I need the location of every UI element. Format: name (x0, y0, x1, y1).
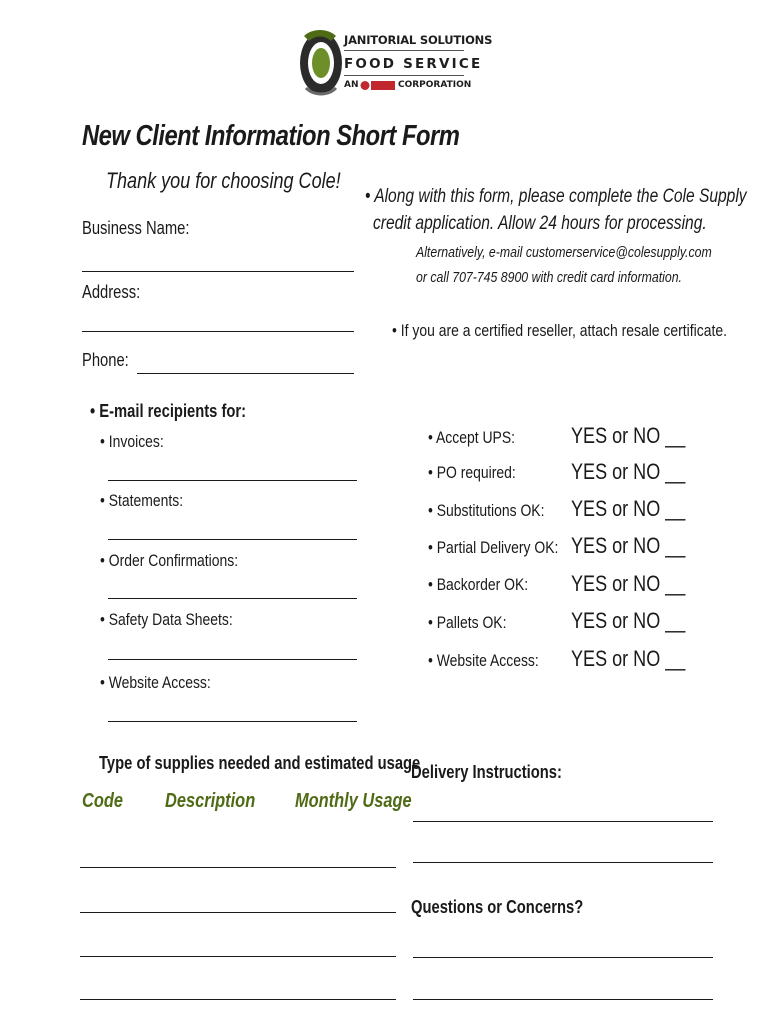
ifs-logo-icon (360, 80, 396, 91)
email-statements-label: • Statements: (100, 491, 184, 510)
business-name-label: Business Name: (82, 218, 190, 238)
supplies-col-monthly-usage: Monthly Usage (295, 790, 412, 812)
option-accept-ups-label: • Accept UPS: (428, 428, 516, 447)
supplies-row-line[interactable] (80, 999, 396, 1000)
option-website-access-answer[interactable]: YES or NO __ (571, 646, 686, 671)
cole-logo-mark (298, 26, 344, 96)
option-website-access-label: • Website Access: (428, 651, 539, 670)
email-invoices-field[interactable] (108, 480, 357, 481)
supplies-col-description: Description (165, 790, 256, 812)
email-sds-field[interactable] (108, 659, 357, 660)
supplies-row-line[interactable] (80, 956, 396, 957)
email-statements-field[interactable] (108, 539, 357, 540)
option-po-required-label: • PO required: (428, 463, 516, 482)
email-order-confirmations-label: • Order Confirmations: (100, 551, 239, 570)
logo-divider (344, 50, 464, 51)
logo-divider (344, 75, 464, 76)
reseller-note: • If you are a certified reseller, attach resale certificate. (392, 321, 727, 340)
supplies-row-line[interactable] (80, 912, 396, 913)
supplies-col-code: Code (82, 790, 123, 812)
option-pallets-answer[interactable]: YES or NO __ (571, 608, 686, 633)
thanks-message: Thank you for choosing Cole! (106, 168, 341, 193)
option-partial-delivery-label: • Partial Delivery OK: (428, 538, 559, 557)
option-substitutions-answer[interactable]: YES or NO __ (571, 496, 686, 521)
phone-label: Phone: (82, 350, 129, 370)
logo-line-food-service: FOOD SERVICE (344, 56, 483, 72)
company-logo (298, 26, 493, 98)
questions-heading: Questions or Concerns? (411, 897, 584, 917)
logo-corporation: CORPORATION (398, 80, 472, 90)
delivery-instructions-line[interactable] (413, 821, 713, 822)
email-order-confirmations-field[interactable] (108, 598, 357, 599)
logo-prefix: AN (344, 80, 359, 90)
option-po-required-answer[interactable]: YES or NO __ (571, 459, 686, 484)
questions-line[interactable] (413, 999, 713, 1000)
supplies-row-line[interactable] (80, 867, 396, 868)
credit-note-line2: credit application. Allow 24 hours for processing. (373, 213, 707, 234)
option-backorder-answer[interactable]: YES or NO __ (571, 571, 686, 596)
address-field[interactable] (82, 331, 354, 332)
option-pallets-label: • Pallets OK: (428, 613, 507, 632)
business-name-field[interactable] (82, 271, 354, 272)
delivery-instructions-line[interactable] (413, 862, 713, 863)
supplies-heading: Type of supplies needed and estimated usage (99, 753, 421, 773)
email-recipients-heading: • E-mail recipients for: (90, 401, 247, 421)
option-accept-ups-answer[interactable]: YES or NO __ (571, 423, 686, 448)
alt-contact-line2: or call 707-745 8900 with credit card information. (416, 269, 682, 286)
logo-line-janitorial: JANITORIAL SOLUTIONS (344, 33, 493, 47)
credit-note-line1: • Along with this form, please complete the Cole Supply (365, 186, 747, 207)
questions-line[interactable] (413, 957, 713, 958)
address-label: Address: (82, 282, 141, 302)
email-sds-label: • Safety Data Sheets: (100, 610, 233, 629)
email-website-access-field[interactable] (108, 721, 357, 722)
alt-contact-line1: Alternatively, e-mail customerservice@colesupply.com (416, 244, 712, 261)
form-title: New Client Information Short Form (82, 120, 460, 152)
option-backorder-label: • Backorder OK: (428, 575, 529, 594)
option-substitutions-label: • Substitutions OK: (428, 501, 545, 520)
phone-field[interactable] (137, 373, 354, 374)
delivery-instructions-heading: Delivery Instructions: (411, 762, 562, 782)
email-website-access-label: • Website Access: (100, 673, 211, 692)
option-partial-delivery-answer[interactable]: YES or NO __ (571, 533, 686, 558)
email-invoices-label: • Invoices: (100, 432, 164, 451)
